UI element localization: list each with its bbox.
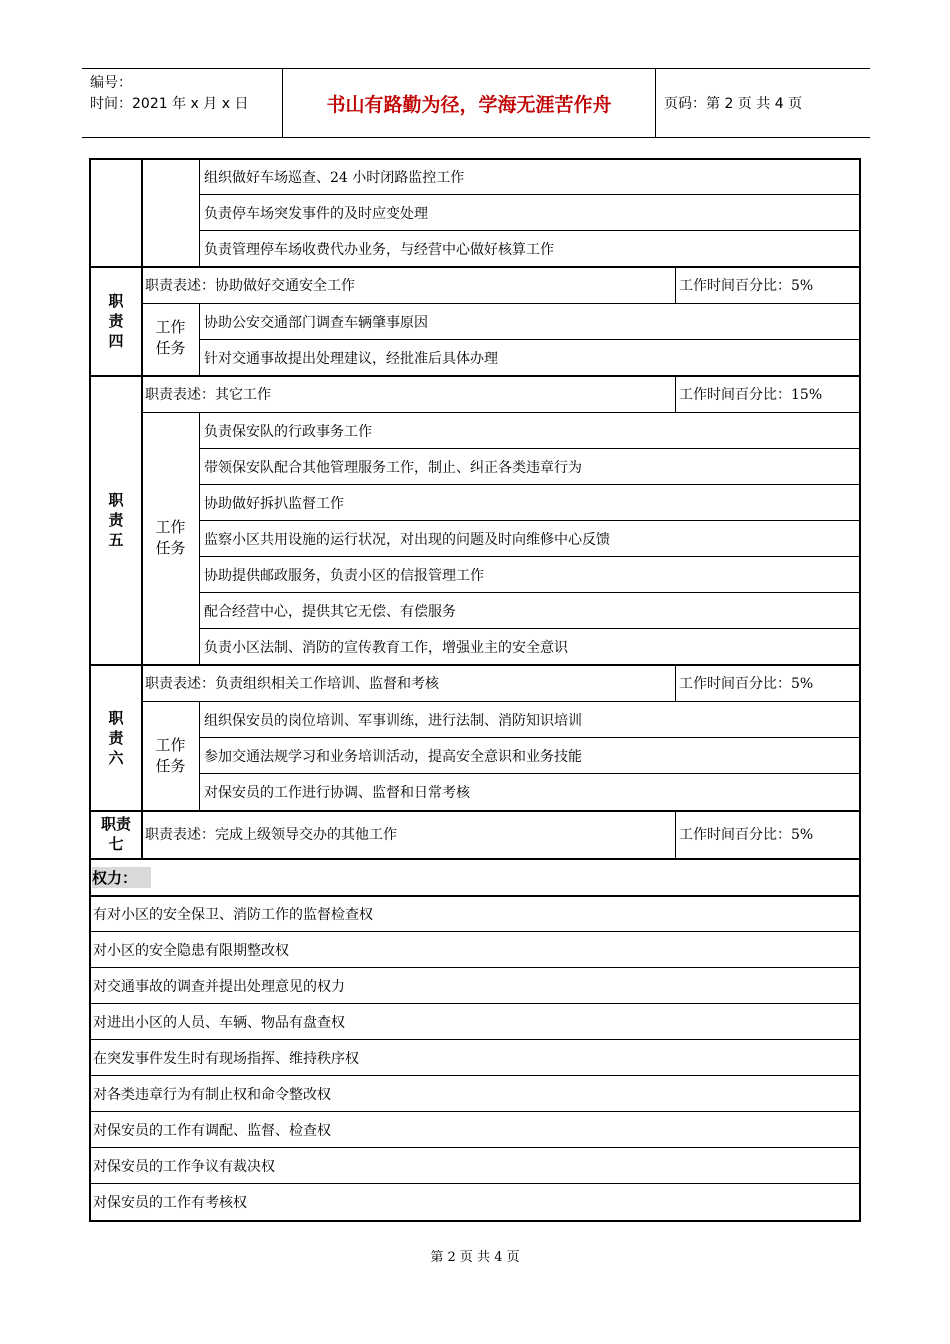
duty-label: 职责 七 xyxy=(100,815,131,853)
power-item: 有对小区的安全保卫、消防工作的监督检查权 xyxy=(93,906,373,923)
power-item: 对保安员的工作有调配、监督、检查权 xyxy=(93,1122,331,1139)
task-item: 负责保安队的行政事务工作 xyxy=(204,423,372,440)
work-task-label: 工作 任务 xyxy=(155,318,186,357)
work-task-label: 工作 任务 xyxy=(155,736,186,775)
power-item: 对保安员的工作争议有裁决权 xyxy=(93,1158,275,1175)
power-item: 对保安员的工作有考核权 xyxy=(93,1194,247,1211)
duty-description: 职责表述：完成上级领导交办的其他工作 xyxy=(145,827,397,843)
task-item: 监察小区共用设施的运行状况，对出现的问题及时向维修中心反馈 xyxy=(204,531,610,548)
header-motto: 书山有路勤为径，学海无涯苦作舟 xyxy=(326,93,612,116)
powers-title: 权力： xyxy=(92,867,151,888)
power-item: 对交通事故的调查并提出处理意见的权力 xyxy=(93,978,345,995)
power-item: 对各类违章行为有制止权和命令整改权 xyxy=(93,1086,331,1103)
power-item: 对进出小区的人员、车辆、物品有盘查权 xyxy=(93,1014,345,1031)
power-item: 对小区的安全隐患有限期整改权 xyxy=(93,942,289,959)
header-divider xyxy=(655,69,656,137)
task-item: 带领保安队配合其他管理服务工作，制止、纠正各类违章行为 xyxy=(204,459,582,476)
time-percentage: 工作时间百分比：5% xyxy=(679,827,814,843)
col-divider xyxy=(199,412,200,664)
col-divider xyxy=(199,158,200,266)
time-percentage: 工作时间百分比：5% xyxy=(679,277,814,294)
task-item: 组织做好车场巡查、24 小时闭路监控工作 xyxy=(204,169,465,186)
header-meta xyxy=(90,73,248,115)
duty-label: 职 责 六 xyxy=(108,709,124,767)
duty-label: 职 责 五 xyxy=(108,491,124,549)
task-item: 协助做好拆扒监督工作 xyxy=(204,495,344,512)
code-label: 编号： xyxy=(90,75,132,91)
col-divider xyxy=(675,266,676,303)
duty-label: 职 责 四 xyxy=(108,292,124,350)
date-label: 时间：2021 年 x 月 x 日 xyxy=(90,96,249,112)
task-item: 组织保安员的岗位培训、军事训练，进行法制、消防知识培训 xyxy=(204,712,582,729)
task-item: 负责管理停车场收费代办业务，与经营中心做好核算工作 xyxy=(204,241,554,258)
time-percentage: 工作时间百分比：5% xyxy=(679,675,814,692)
work-task-label: 工作 任务 xyxy=(155,518,186,557)
page-footer: 第 2 页 共 4 页 xyxy=(430,1250,520,1265)
col-divider xyxy=(675,664,676,701)
task-item: 参加交通法规学习和业务培训活动，提高安全意识和业务技能 xyxy=(204,748,582,765)
task-item: 负责停车场突发事件的及时应变处理 xyxy=(204,205,428,222)
time-percentage: 工作时间百分比：15% xyxy=(679,386,823,403)
duty-table xyxy=(89,158,860,1221)
table-border xyxy=(89,1220,861,1222)
task-item: 配合经营中心，提供其它无偿、有偿服务 xyxy=(204,603,456,620)
header-divider xyxy=(282,69,283,137)
col-divider xyxy=(675,375,676,412)
task-item: 负责小区法制、消防的宣传教育工作，增强业主的安全意识 xyxy=(204,639,568,656)
task-item: 对保安员的工作进行协调、监督和日常考核 xyxy=(204,784,470,801)
duty-description: 职责表述：协助做好交通安全工作 xyxy=(145,277,355,294)
duty-description: 职责表述：其它工作 xyxy=(145,386,271,403)
header-page-info: 页码：第 2 页 共 4 页 xyxy=(664,96,803,112)
page-header xyxy=(82,68,870,138)
powers-section-title xyxy=(89,859,859,895)
col-divider xyxy=(199,701,200,810)
duty-description: 职责表述：负责组织相关工作培训、监督和考核 xyxy=(145,675,439,692)
power-item: 在突发事件发生时有现场指挥、维持秩序权 xyxy=(93,1050,359,1067)
task-item: 协助提供邮政服务，负责小区的信报管理工作 xyxy=(204,567,484,584)
task-item: 针对交通事故提出处理建议，经批准后具体办理 xyxy=(204,350,498,367)
table-border xyxy=(859,158,861,1221)
col-divider xyxy=(675,810,676,858)
task-item: 协助公安交通部门调查车辆肇事原因 xyxy=(204,314,428,331)
